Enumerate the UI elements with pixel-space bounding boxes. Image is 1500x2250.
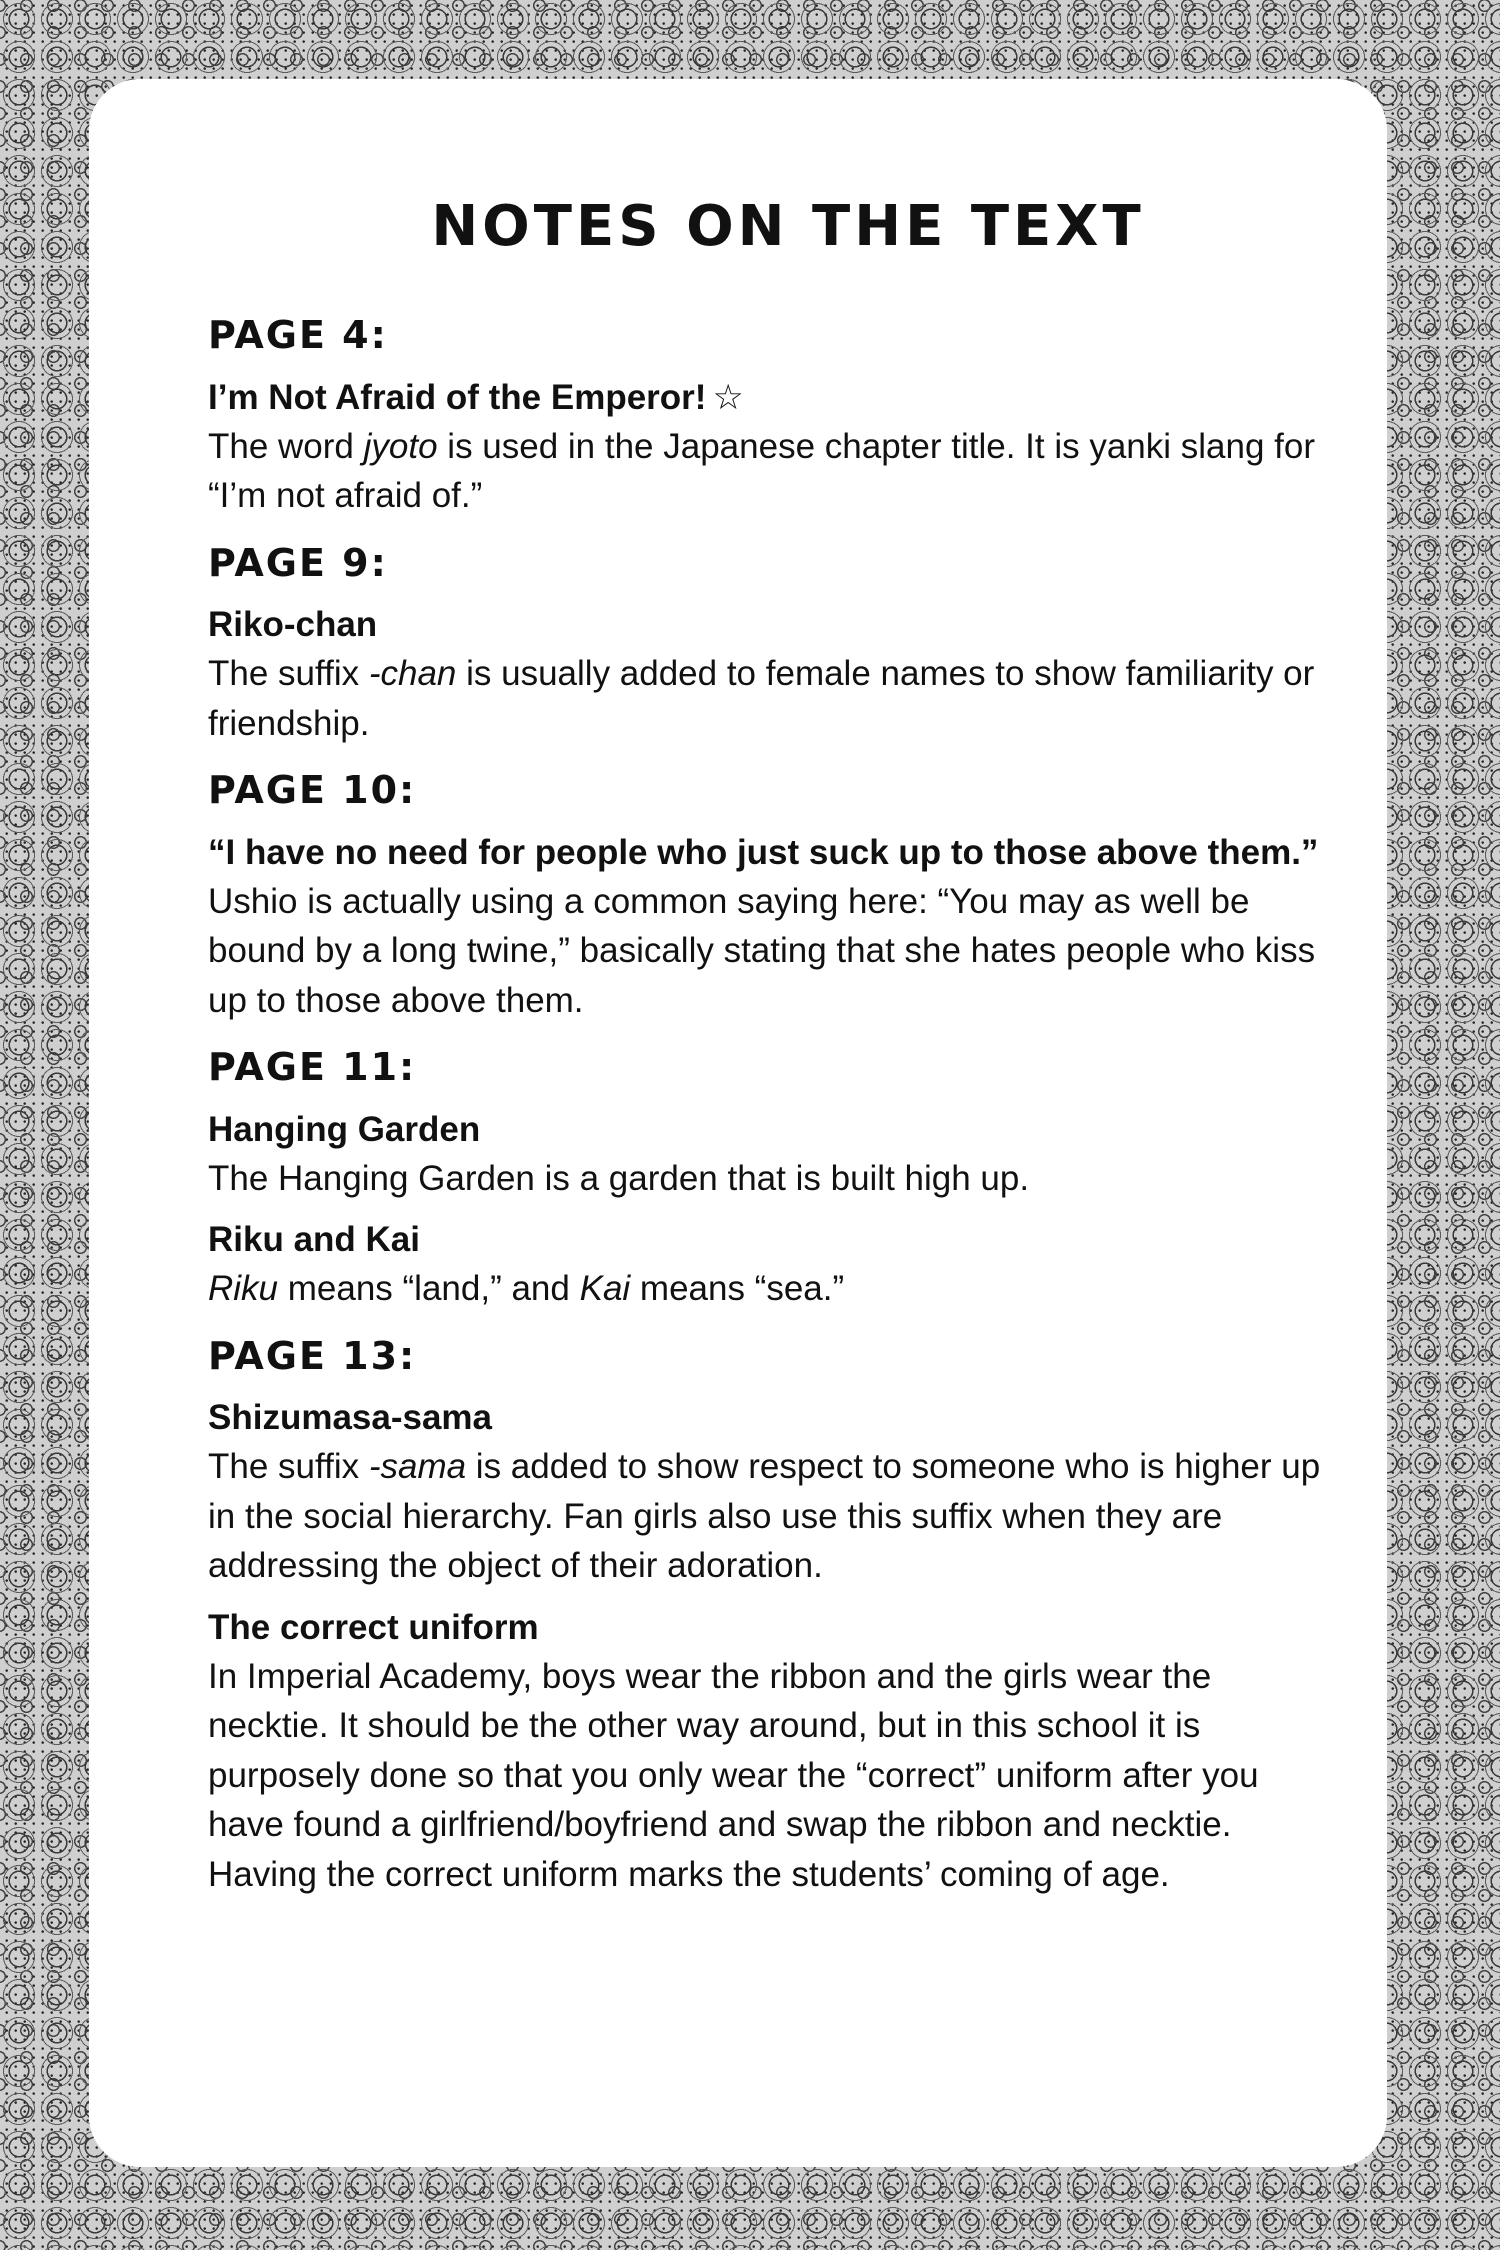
section-page-4 <box>208 313 1328 521</box>
note-title: “I have no need for people who just suck up to those above them.” <box>208 832 1319 872</box>
page-panel <box>92 82 1384 2164</box>
note <box>208 373 1328 521</box>
note <box>208 1603 1328 1900</box>
note-title: The correct uniform <box>208 1607 539 1647</box>
note <box>208 828 1328 1026</box>
note-body: In Imperial Academy, boys wear the ribbon and the girls wear the necktie. It should be the other way around, but in this school it is purposely done so that you only wear the “correct” uniform after you have found a girlfriend/boyfriend and swap the ribbon and necktie. Having the correct uniform marks the students’ coming of age. <box>208 1656 1259 1894</box>
note <box>208 600 1328 748</box>
page-title: NOTES ON THE TEXT <box>431 194 1145 259</box>
note-title: Riko-chan <box>208 605 378 645</box>
note <box>208 1393 1328 1591</box>
page-heading: PAGE 10: <box>208 768 417 813</box>
note <box>208 1105 1328 1204</box>
note-body: The suffix -chan is usually added to female names to show familiarity or friendship. <box>208 654 1315 743</box>
star-icon: ☆ <box>712 377 744 417</box>
page-heading: PAGE 11: <box>208 1045 417 1090</box>
note-title: Hanging Garden <box>208 1109 481 1149</box>
note-body: The Hanging Garden is a garden that is built high up. <box>208 1158 1030 1198</box>
section-page-9 <box>208 541 1328 749</box>
page-heading: PAGE 13: <box>208 1333 417 1378</box>
note-title: Riku and Kai <box>208 1220 420 1260</box>
note-body: Ushio is actually using a common saying here: “You may as well be bound by a long twine,” basically stating that she hates people who kiss up to those above them. <box>208 881 1316 1020</box>
page-heading: PAGE 4: <box>208 313 388 357</box>
section-page-13 <box>208 1334 1328 1900</box>
section-page-11 <box>208 1045 1328 1314</box>
notes-content <box>208 194 1328 1919</box>
note-body: The suffix -sama is added to show respect to someone who is higher up in the social hierarchy. Fan girls also use this suffix when they are addressing the object of their adoration. <box>208 1447 1321 1586</box>
note-body: Riku means “land,” and Kai means “sea.” <box>208 1269 845 1309</box>
note <box>208 1215 1328 1314</box>
note-title: Shizumasa-sama <box>208 1398 493 1438</box>
section-page-10 <box>208 768 1328 1025</box>
note-title: I’m Not Afraid of the Emperor! ☆ <box>208 377 744 417</box>
page-heading: PAGE 9: <box>208 540 388 585</box>
note-body: The word jyoto is used in the Japanese chapter title. It is yanki slang for “I’m not afraid of.” <box>208 426 1315 516</box>
